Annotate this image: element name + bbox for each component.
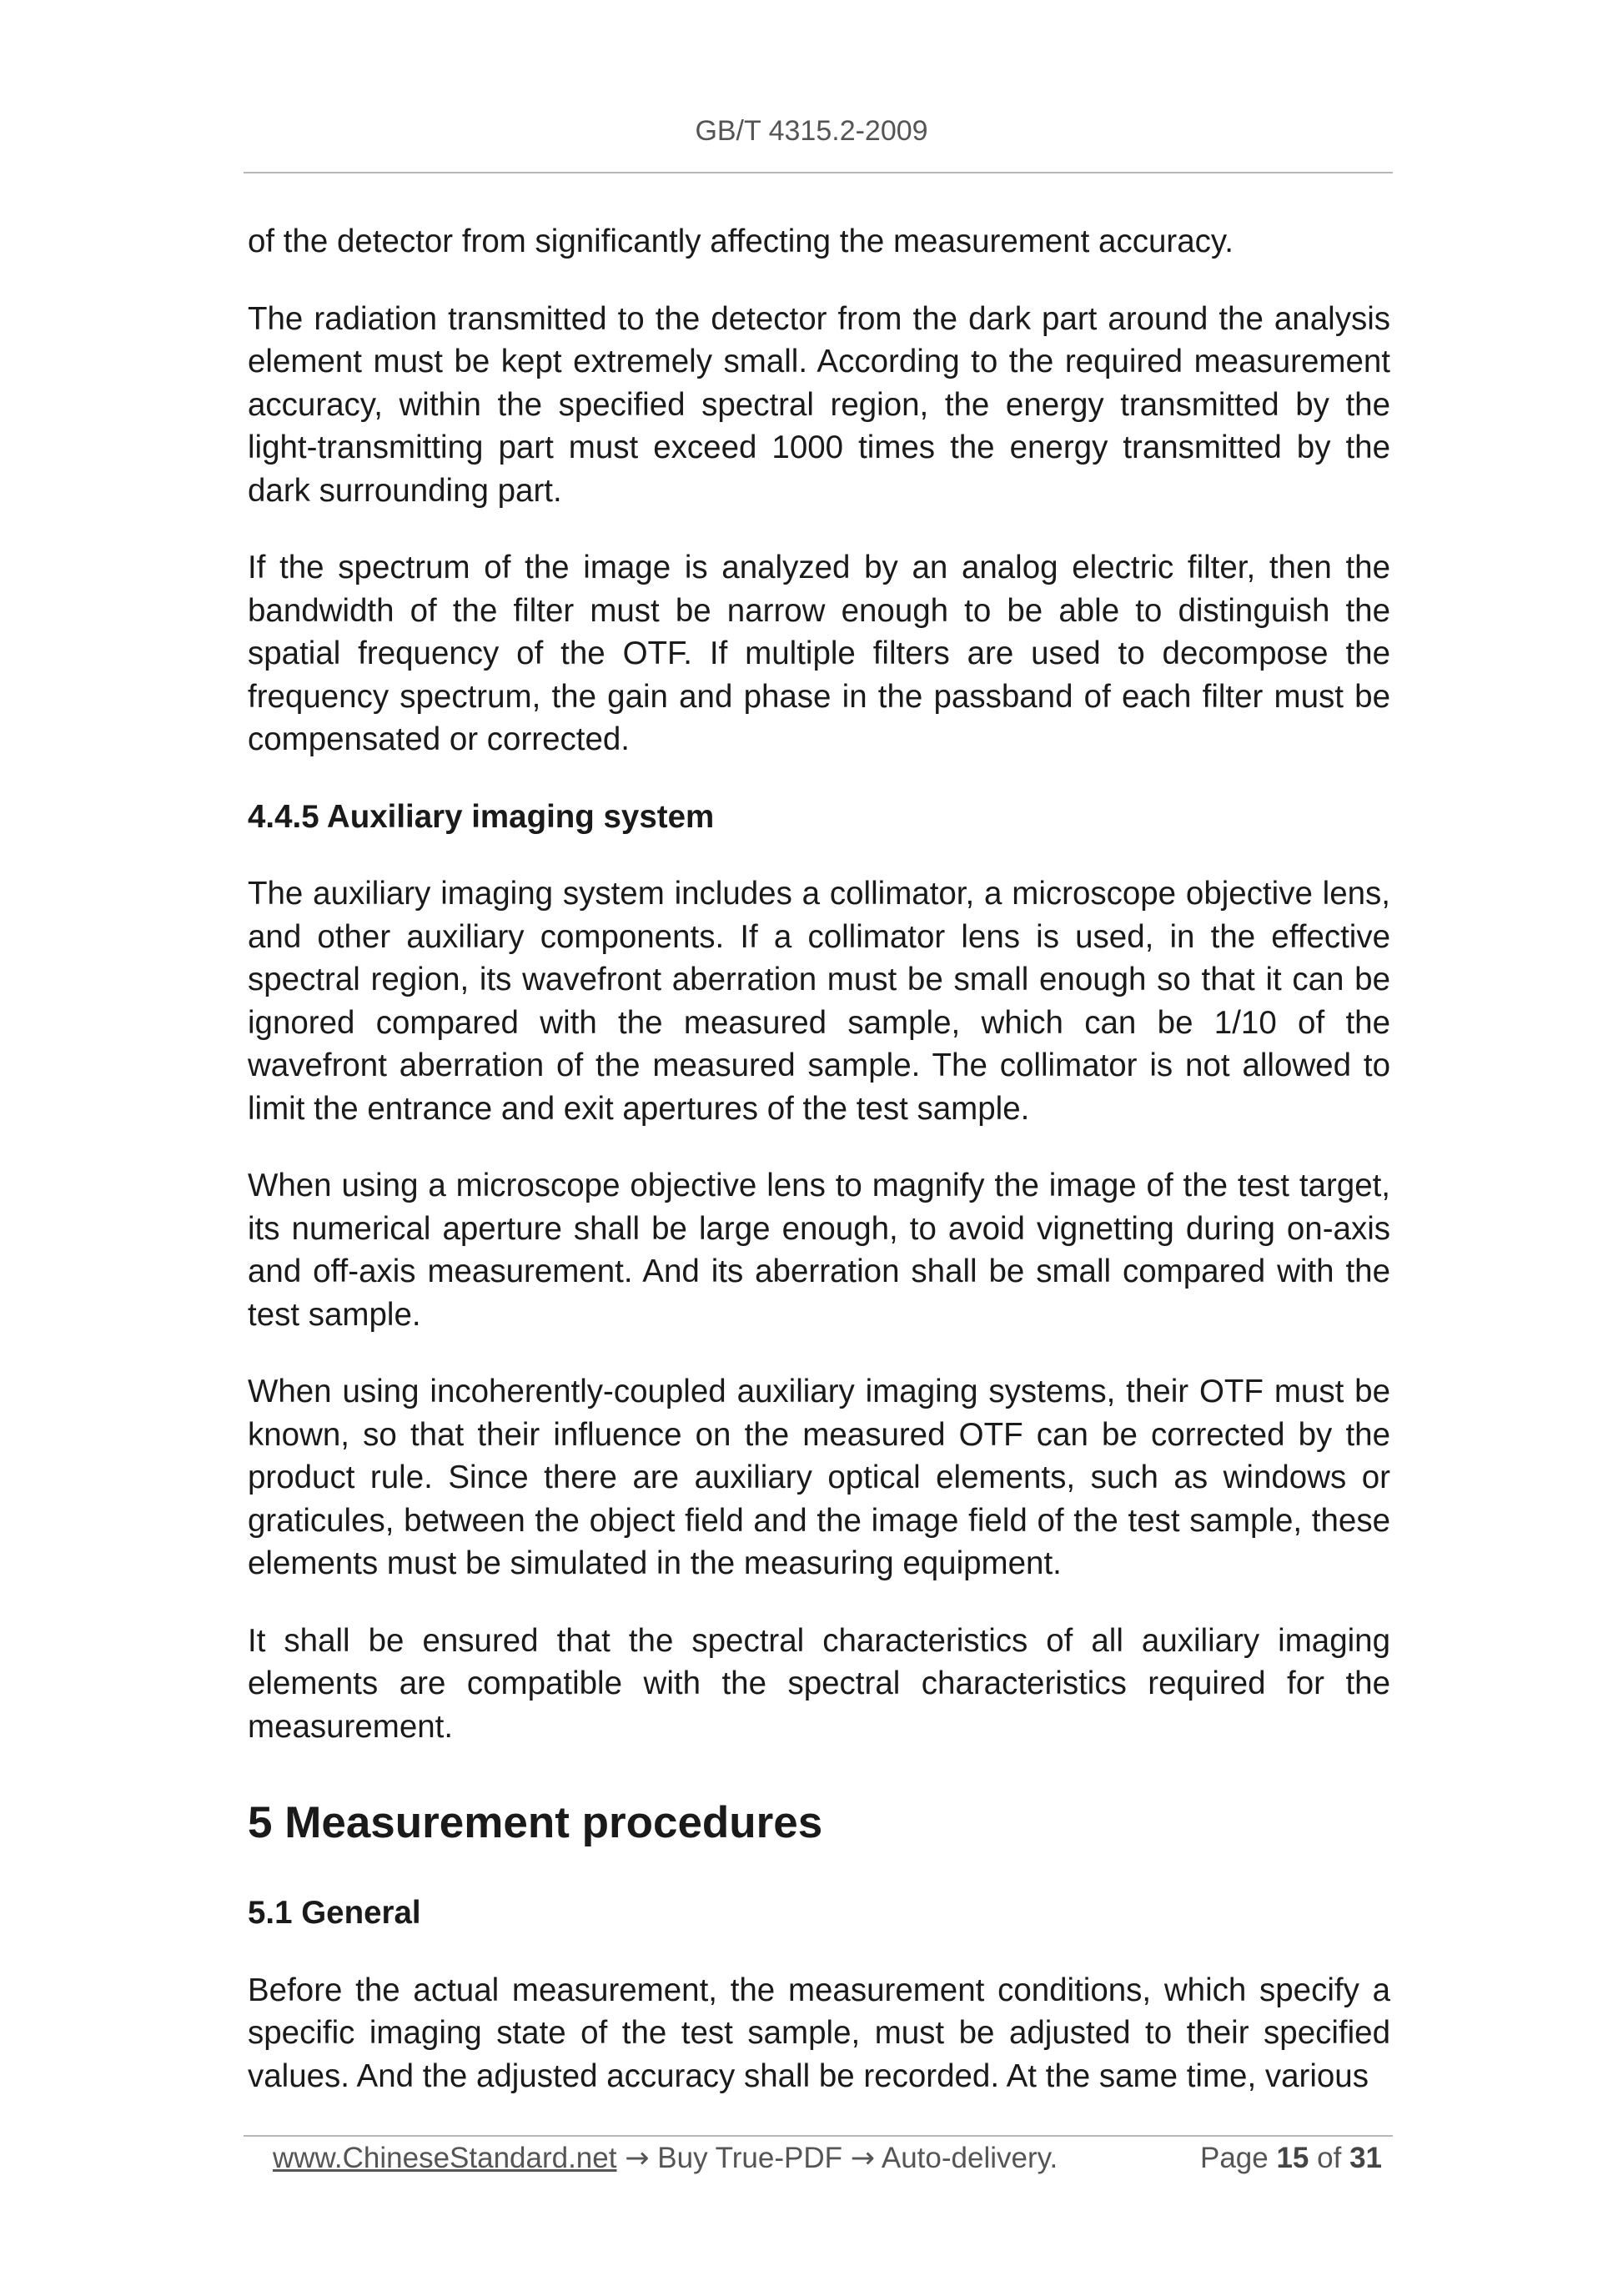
total-pages: 31 — [1349, 2142, 1382, 2174]
paragraph: When using incoherently-coupled auxiliary imaging systems, their OTF must be known, so that their influence on the measured OTF can be corrected by the product rule. Since there are auxiliary optical elements, such as windows or graticules, between the object field and the image field of the test sample, these elements must be simulated in the measuring equipment. — [248, 1374, 1390, 1581]
paragraph: The auxiliary imaging system includes a collimator, a microscope objective lens, and other auxiliary components. If a collimator lens is used, in the effective spectral region, its wavefront aberration must be small enough so that it can be ignored compared with the measured sample, which can be 1/10 of the wavefront aberration of the measured sample. The collimator is not allowed to limit the entrance and exit apertures of the test sample. — [248, 876, 1390, 1127]
paragraph: It shall be ensured that the spectral characteristics of all auxiliary imaging elements are compatible with the spectral characteristics required for the measurement. — [248, 1622, 1390, 1745]
current-page: 15 — [1276, 2142, 1309, 2174]
chapter-heading-5: 5 Measurement procedures — [248, 1798, 823, 1847]
section-heading-4-4-5: 4.4.5 Auxiliary imaging system — [248, 798, 715, 835]
paragraph: If the spectrum of the image is analyzed by an analog electric filter, then the bandwidth of the filter must be narrow enough to be able to distinguish the spatial frequency of the OTF. If multiple filters are used to decompose the frequency spectrum, the gain and phase in the passband of each filter must be compensated or corrected. — [248, 550, 1390, 757]
paragraph: of the detector from significantly affecting the measurement accuracy. — [248, 224, 1234, 259]
page-label: Page — [1199, 2142, 1269, 2174]
website-link[interactable]: www.ChineseStandard.net — [273, 2142, 617, 2174]
page-number — [1200, 2142, 1382, 2175]
paragraph: When using a microscope objective lens to magnify the image of the test target, its numerical aperture shall be large enough, to avoid vignetting during on-axis and off-axis measurement. And its aberration shall be small compared with the test sample. — [248, 1168, 1390, 1333]
page-header: GB/T 4315.2-2009 — [695, 115, 928, 147]
buy-true-pdf-text: Buy True-PDF — [657, 2142, 842, 2174]
of-label: of — [1317, 2142, 1342, 2174]
arrow-right-icon: → — [625, 2142, 650, 2175]
paragraph: Before the actual measurement, the measurement conditions, which specify a specific imaging state of the test sample, must be adjusted to their specified values. And the adjusted accuracy shall be recorded. At the same time, various — [248, 1972, 1390, 2094]
page-content — [248, 220, 1390, 2132]
page-footer — [273, 2142, 1382, 2183]
arrow-right-icon: → — [850, 2142, 876, 2175]
auto-delivery-text: Auto-delivery. — [881, 2142, 1058, 2174]
section-heading-5-1: 5.1 General — [248, 1895, 421, 1931]
header-divider — [244, 172, 1393, 173]
footer-promo — [273, 2142, 1058, 2175]
footer-divider — [244, 2135, 1393, 2137]
paragraph: The radiation transmitted to the detector from the dark part around the analysis element must be kept extremely small. According to the required measurement accuracy, within the specified spectral region, the energy transmitted by the light-transmitting part must exceed 1000 times the energy transmitted by the dark surrounding part. — [248, 300, 1390, 509]
